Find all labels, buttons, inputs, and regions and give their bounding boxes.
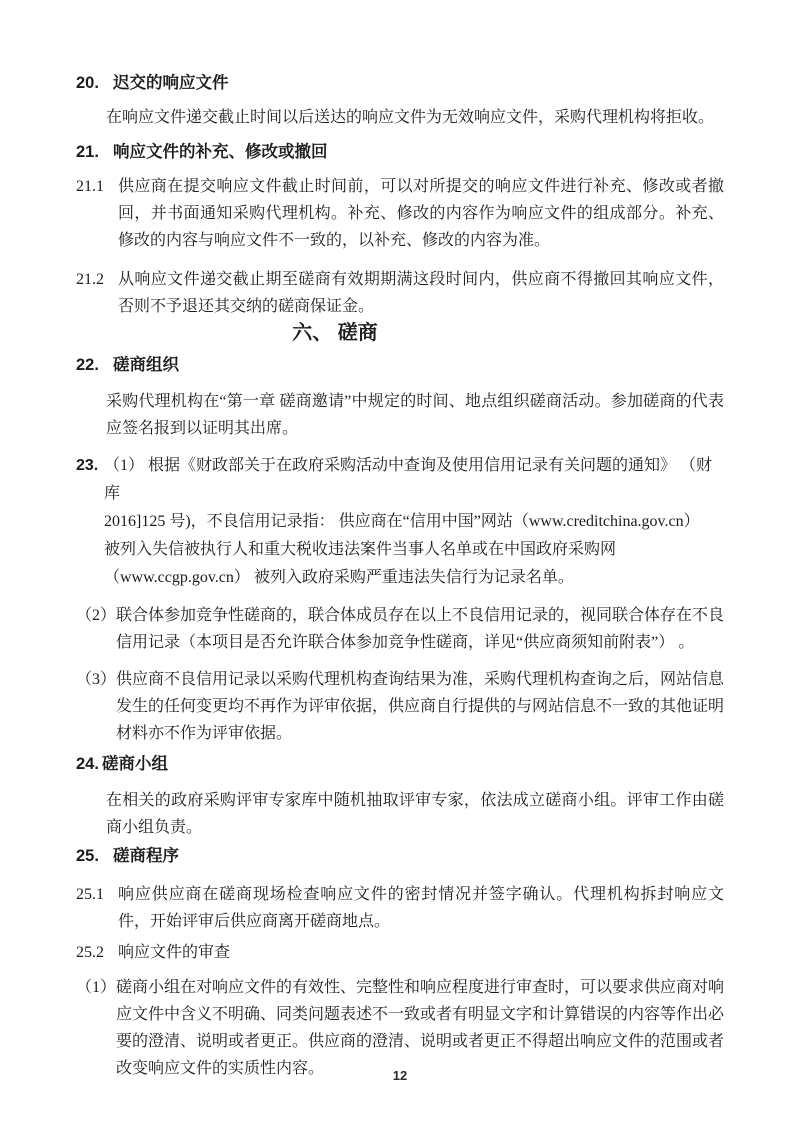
clause-heading-20 bbox=[76, 72, 724, 94]
clause-item-23-2 bbox=[76, 602, 724, 656]
text-line: 2016]125 号)，不良信用记录指： 供应商在“信用中国”网站（www.creditchina.gov.cn） bbox=[104, 513, 700, 530]
heading-title: 磋商程序 bbox=[112, 847, 179, 865]
item-number: （1） bbox=[76, 979, 117, 996]
clause-item-21-2 bbox=[76, 266, 724, 320]
item-text: 联合体参加竞争性磋商的，联合体成员存在以上不良信用记录的，视同联合体存在不良信用记录（本项目是否允许联合体参加竞争性磋商，详见“供应商须知前附表”） 。 bbox=[116, 607, 725, 651]
clause-heading-22 bbox=[76, 354, 724, 376]
heading-number: 22. bbox=[76, 356, 99, 374]
text-line: 被列入失信被执行人和重大税收违法案件当事人名单或在中国政府采购网 bbox=[104, 541, 617, 558]
item-text: 磋商小组在对响应文件的有效性、完整性和响应程度进行审查时，可以要求供应商对响应文件中含义不明确、同类问题表述不一致或者有明显文字和计算错误的内容等作出必要的澄清、说明或者更正。供应商的澄清、说明或者更正不得超出响应文件的范围或者改变响应文件的实质性内容。 bbox=[116, 979, 725, 1077]
item-number: （2） bbox=[76, 607, 117, 624]
clause-item-25-1 bbox=[76, 881, 724, 935]
clause-item-21-1 bbox=[76, 173, 724, 254]
page-number: 12 bbox=[392, 1068, 408, 1083]
item-number: 25.1 bbox=[76, 886, 104, 903]
clause-heading-21 bbox=[76, 141, 724, 163]
clause-item-25-2 bbox=[76, 939, 724, 966]
heading-title: 响应文件的补充、修改或撤回 bbox=[112, 143, 328, 161]
clause-heading-25 bbox=[76, 845, 724, 867]
heading-number: 21. bbox=[76, 143, 99, 161]
heading-number: 24. bbox=[76, 755, 99, 773]
item-text: 从响应文件递交截止期至磋商有效期期满这段时间内，供应商不得撤回其响应文件，否则不予退还其交纳的磋商保证金。 bbox=[118, 271, 724, 315]
heading-number: 25. bbox=[76, 847, 99, 865]
heading-title: 磋商组织 bbox=[112, 356, 179, 374]
text-line: （1） 根据《财政部关于在政府采购活动中查询及使用信用记录有关问题的通知》 （财库 bbox=[104, 457, 713, 502]
heading-number: 20. bbox=[76, 74, 99, 92]
chapter-heading-6: 六、 磋商 bbox=[292, 322, 378, 344]
item-number: 21.1 bbox=[76, 178, 104, 195]
item-text: 响应供应商在磋商现场检查响应文件的密封情况并签字确认。代理机构拆封响应文件，开始评审后供应商离开磋商地点。 bbox=[118, 886, 724, 930]
item-number: （3） bbox=[76, 671, 117, 688]
item-number: 21.2 bbox=[76, 271, 104, 288]
clause-24-body: 在相关的政府采购评审专家库中随机抽取评审专家，依法成立磋商小组。评审工作由磋商小组负责。 bbox=[106, 792, 724, 836]
clause-item-23 bbox=[76, 452, 724, 592]
heading-title: 磋商小组 bbox=[101, 755, 168, 773]
heading-title: 迟交的响应文件 bbox=[112, 74, 229, 92]
item-text: 响应文件的审查 bbox=[118, 944, 231, 961]
clause-heading-24 bbox=[76, 753, 724, 775]
clause-item-23-3 bbox=[76, 666, 724, 747]
item-number: 23. bbox=[76, 457, 99, 474]
item-number: 25.2 bbox=[76, 944, 104, 961]
clause-20-body: 在响应文件递交截止时间以后送达的响应文件为无效响应文件，采购代理机构将拒收。 bbox=[106, 109, 715, 126]
item-text: 供应商在提交响应文件截止时间前，可以对所提交的响应文件进行补充、修改或者撤回，并书面通知采购代理机构。补充、修改的内容作为响应文件的组成部分。补充、修改的内容与响应文件不一致的，以补充、修改的内容为准。 bbox=[118, 178, 724, 249]
text-line: （www.ccgp.gov.cn） 被列入政府采购严重违法失信行为记录名单。 bbox=[104, 569, 574, 586]
item-text: 供应商不良信用记录以采购代理机构查询结果为准，采购代理机构查询之后，网站信息发生的任何变更均不再作为评审依据，供应商自行提供的与网站信息不一致的其他证明材料亦不作为评审依据。 bbox=[116, 671, 725, 742]
item-text bbox=[104, 452, 724, 592]
clause-item-25-2-1 bbox=[76, 974, 724, 1082]
clause-22-body: 采购代理机构在“第一章 磋商邀请”中规定的时间、地点组织磋商活动。参加磋商的代表应签名报到以证明其出席。 bbox=[106, 393, 724, 437]
